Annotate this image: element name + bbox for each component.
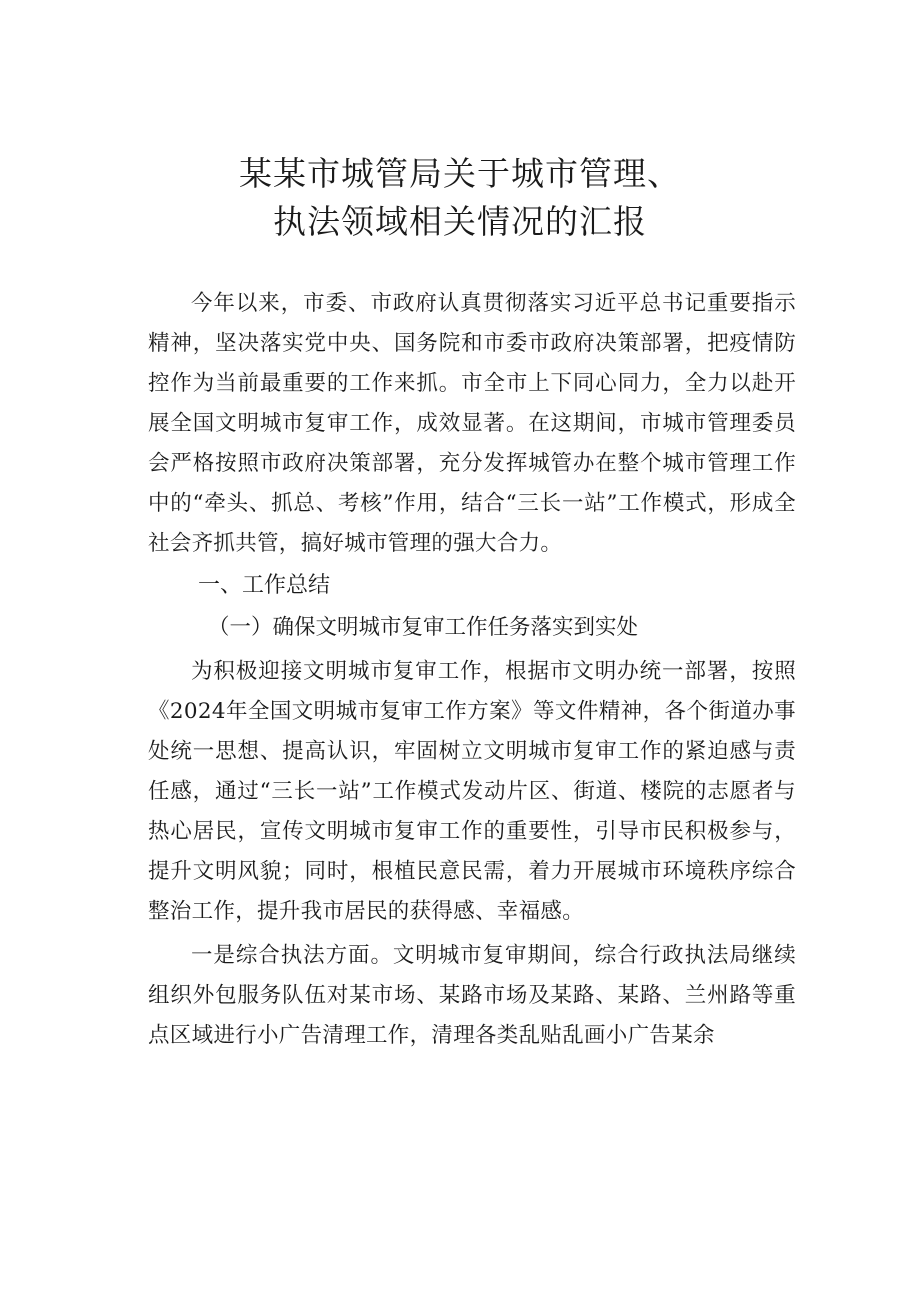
title-line-2: 执法领域相关情况的汇报	[273, 202, 647, 241]
document-title	[0, 150, 920, 246]
subsection-heading-1: （一）确保文明城市复审工作任务落实到实处	[208, 615, 639, 640]
subsection-1-paragraph: 为积极迎接文明城市复审工作，根据市文明办统一部署，按照《2024年全国文明城市复审工作方案》等文件精神，各个街道办事处统一思想、提高认识，牢固树立文明城市复审工作的紧迫感与责任感，通过“三长一站”工作模式发动片区、街道、楼院的志愿者与热心居民，宣传文明城市复审工作的重要性，引导市民积极参与，提升文明风貌；同时，根植民意民需，着力开展城市环境秩序综合整治工作，提升我市居民的获得感、幸福感。	[148, 659, 796, 924]
document-body	[148, 284, 796, 1056]
title-line-1: 某某市城管局关于城市管理、	[239, 154, 681, 193]
intro-paragraph: 今年以来，市委、市政府认真贯彻落实习近平总书记重要指示精神，坚决落实党中央、国务院和市委市政府决策部署，把疫情防控作为当前最重要的工作来抓。市全市上下同心同力，全力以赴开展全国文明城市复审工作，成效显著。在这期间，市城市管理委员会严格按照市政府决策部署，充分发挥城管办在整个城市管理工作中的“牵头、抓总、考核”作用，结合“三长一站”工作模式，形成全社会齐抓共管，搞好城市管理的强大合力。	[148, 291, 796, 556]
section-heading-work-summary: 一、工作总结	[198, 573, 331, 598]
enforcement-paragraph: 一是综合执法方面。文明城市复审期间，综合行政执法局继续组织外包服务队伍对某市场、某路市场及某路、某路、兰州路等重点区域进行小广告清理工作，清理各类乱贴乱画小广告某余	[148, 943, 796, 1048]
